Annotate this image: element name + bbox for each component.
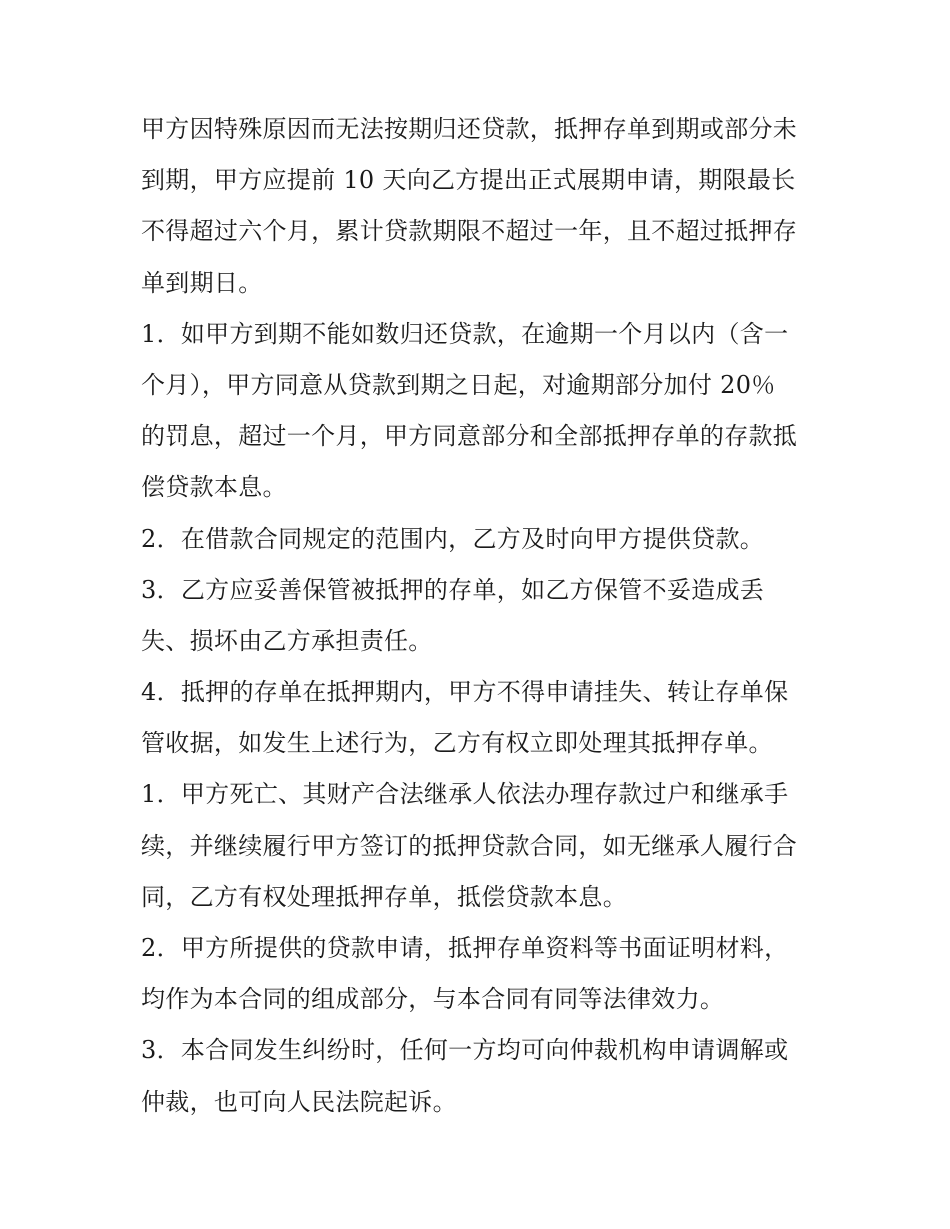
document-body [141, 104, 821, 1128]
text-line: 管收据，如发生上述行为，乙方有权立即处理其抵押存单。 [141, 729, 773, 758]
text-line: 2．在借款合同规定的范围内，乙方及时向甲方提供贷款。 [141, 524, 765, 553]
paragraph-dispute-resolution [141, 1025, 821, 1127]
text-line: 1．如甲方到期不能如数归还贷款，在逾期一个月以内（含一 [141, 319, 789, 348]
text-line: 失、损坏由乙方承担责任。 [141, 626, 433, 655]
text-line: 均作为本合同的组成部分，与本合同有同等法律效力。 [141, 985, 725, 1014]
text-line: 2．甲方所提供的贷款申请，抵押存单资料等书面证明材料， [141, 934, 789, 962]
text-line: 甲方因特殊原因而无法按期归还贷款，抵押存单到期或部分未 [141, 115, 798, 143]
text-line: 3．乙方应妥善保管被抵押的存单，如乙方保管不妥造成丢 [141, 575, 765, 604]
paragraph-no-loss-report [141, 667, 821, 769]
paragraph-supporting-materials [141, 923, 821, 1025]
text-line: 4．抵押的存单在抵押期内，甲方不得申请挂失、转让存单保 [141, 678, 789, 707]
text-line: 个月），甲方同意从贷款到期之日起，对逾期部分加付 20％ [141, 370, 776, 399]
text-line: 续，并继续履行甲方签订的抵押贷款合同，如无继承人履行合 [141, 831, 798, 860]
text-line: 仲裁，也可向人民法院起诉。 [141, 1087, 457, 1116]
text-line: 的罚息，超过一个月，甲方同意部分和全部抵押存单的存款抵 [141, 422, 798, 451]
text-line: 1．甲方死亡、其财产合法继承人依法办理存款过户和继承手 [141, 780, 789, 809]
text-line: 到期，甲方应提前 10 天向乙方提出正式展期申请，期限最长 [141, 166, 796, 195]
text-line: 同，乙方有权处理抵押存单，抵偿贷款本息。 [141, 882, 627, 911]
paragraph-overdue-penalty [141, 309, 821, 514]
text-line: 不得超过六个月，累计贷款期限不超过一年，且不超过抵押存 [141, 217, 798, 246]
text-line: 单到期日。 [141, 268, 263, 297]
paragraph-inheritance [141, 769, 821, 923]
paragraph-loan-provision [141, 514, 821, 565]
text-line: 3．本合同发生纠纷时，任何一方均可向仲裁机构申请调解或 [141, 1036, 789, 1065]
text-line: 偿贷款本息。 [141, 473, 287, 502]
paragraph-custody-duty [141, 565, 821, 667]
paragraph-extension-request [141, 104, 821, 309]
